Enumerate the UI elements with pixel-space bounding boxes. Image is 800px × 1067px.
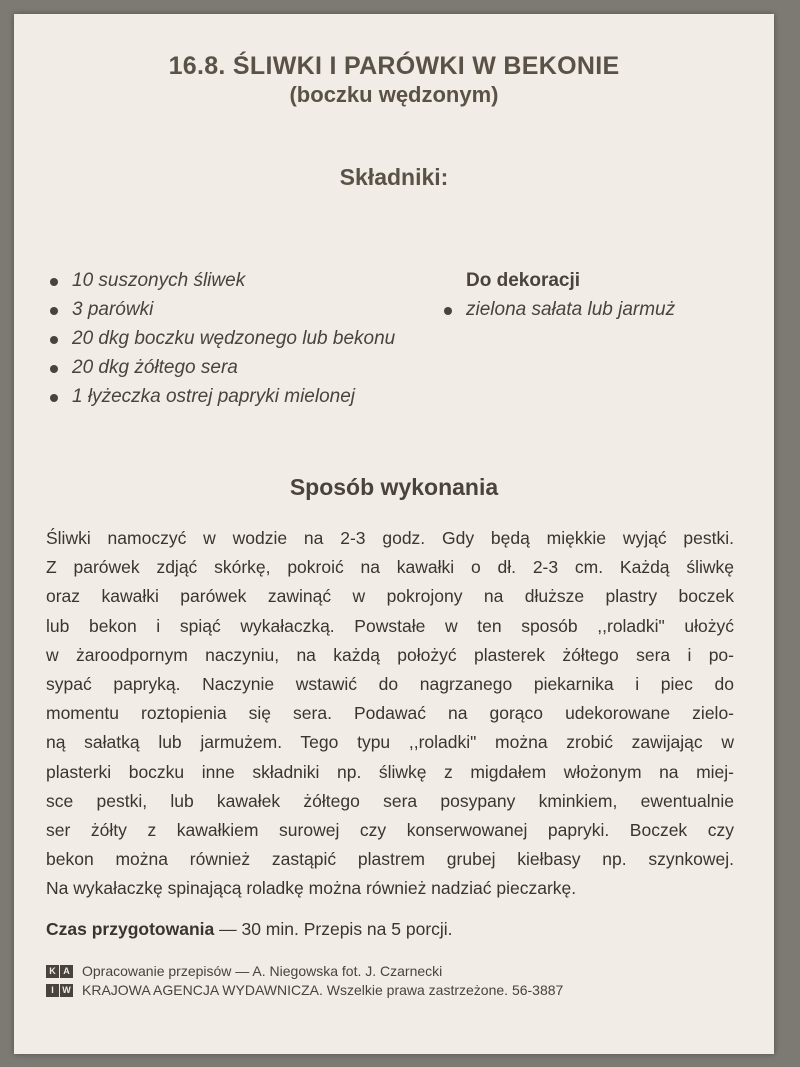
logo-letter: W	[60, 984, 73, 997]
logo-letter: I	[46, 984, 59, 997]
method-line: ser żółty z kawałkiem surowej czy konserwowanej papryki. Boczek czy	[46, 820, 734, 841]
recipe-card	[14, 14, 774, 1054]
bullet-icon	[50, 336, 58, 344]
list-item	[46, 382, 395, 411]
method-line: lub bekon i spiąć wykałaczką. Powstałe w ten sposób ,,roladki" ułożyć	[46, 615, 734, 636]
prep-time	[46, 919, 453, 940]
credits-text-2: KRAJOWA AGENCJA WYDAWNICZA. Wszelkie prawa zastrzeżone. 56-3887	[82, 982, 564, 998]
list-item	[46, 353, 395, 382]
decoration-text: zielona sałata lub jarmuż	[466, 299, 676, 320]
prep-time-value: — 30 min. Przepis na 5 porcji.	[219, 919, 453, 939]
credits-line-1	[46, 962, 563, 981]
bullet-icon	[50, 278, 58, 286]
ingredient-text: 10 suszonych śliwek	[72, 270, 246, 291]
method-line: Z parówek zdjąć skórkę, pokroić na kawałki o dł. 2-3 cm. Każdą śliwkę	[46, 557, 734, 578]
method-line: momentu roztopienia się sera. Podawać na gorąco udekorowane zielo-	[46, 703, 734, 724]
prep-time-label: Czas przygotowania	[46, 919, 215, 939]
recipe-subtitle: (boczku wędzonym)	[289, 82, 499, 107]
bullet-icon	[444, 307, 452, 315]
ingredients-heading: Składniki:	[339, 164, 449, 190]
publisher-logo-icon	[46, 984, 74, 997]
method-heading: Sposób wykonania	[289, 474, 499, 500]
decoration-heading: Do dekoracji	[466, 270, 581, 291]
publisher-logo-icon	[46, 965, 74, 978]
credits	[46, 962, 563, 1000]
decoration-list	[440, 295, 675, 324]
logo-letter: K	[46, 965, 59, 978]
ingredients-list	[46, 266, 395, 411]
list-item	[46, 266, 395, 295]
method-text	[46, 524, 734, 904]
list-item	[440, 295, 675, 324]
bullet-icon	[50, 365, 58, 373]
ingredient-text: 20 dkg boczku wędzonego lub bekonu	[72, 328, 396, 349]
recipe-title: 16.8. ŚLIWKI I PARÓWKI W BEKONIE	[168, 52, 620, 80]
method-line: bekon można również zastąpić plastrem grubej kiełbasy np. szynkowej.	[46, 849, 734, 870]
method-line: Na wykałaczkę spinającą roladkę można również nadziać pieczarkę.	[46, 878, 577, 899]
logo-letter: A	[60, 965, 73, 978]
credits-line-2	[46, 981, 563, 1000]
ingredient-text: 1 łyżeczka ostrej papryki mielonej	[72, 386, 356, 407]
method-line: plasterki boczku inne składniki np. śliwkę z migdałem włożonym na miej-	[46, 761, 734, 782]
credits-text-1: Opracowanie przepisów — A. Niegowska fot. J. Czarnecki	[82, 963, 443, 979]
method-line: sce pestki, lub kawałek żółtego sera posypany kminkiem, ewentualnie	[46, 790, 734, 811]
method-line: sypać papryką. Naczynie wstawić do nagrzanego piekarnika i piec do	[46, 674, 734, 695]
method-line: ną sałatką lub jarmużem. Tego typu ,,roladki" można zrobić zawijając w	[46, 732, 734, 753]
method-line: w żaroodpornym naczyniu, na każdą położyć plasterek żółtego sera i po-	[46, 644, 734, 665]
method-line: Śliwki namoczyć w wodzie na 2-3 godz. Gdy będą miękkie wyjąć pestki.	[46, 528, 734, 548]
method-line: oraz kawałki parówek zawinąć w pokrojony na dłuższe plastry boczek	[46, 586, 734, 607]
list-item	[46, 295, 395, 324]
bullet-icon	[50, 394, 58, 402]
list-item	[46, 324, 395, 353]
ingredient-text: 20 dkg żółtego sera	[72, 357, 238, 378]
ingredient-text: 3 parówki	[72, 299, 154, 320]
bullet-icon	[50, 307, 58, 315]
